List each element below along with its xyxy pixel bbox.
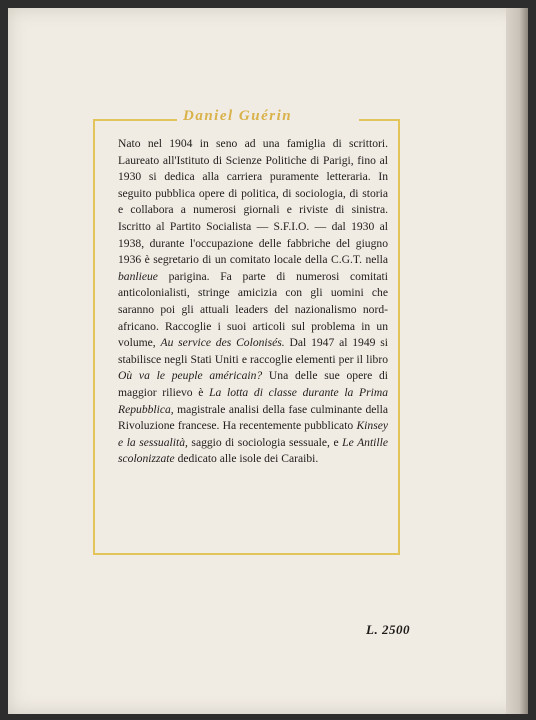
bio-text-segment: magistrale analisi della fase culminante della Rivoluzione francese. Ha recentemente pubblicato — [118, 402, 391, 433]
bio-text-segment: dedicato alle isole dei Caraibi. — [174, 452, 319, 466]
bio-italic-title: Kinsey e la sessualità, — [118, 419, 388, 449]
bio-text-segment: saggio di sociologia sessuale, e — [187, 435, 343, 449]
bio-text-segment: Una delle sue opere di maggior rilievo è — [118, 369, 391, 399]
bio-italic-title: Où va le peuple américain? — [118, 369, 263, 383]
cover-edge-shadow — [506, 8, 528, 714]
price-label: L. 2500 — [366, 622, 410, 637]
bio-italic-title: banlieue — [118, 269, 158, 283]
bio-italic-title: La lotta di classe durante la Prima Repubblica, — [118, 385, 389, 416]
bio-italic-title: Au service des Colonisés. — [160, 336, 285, 350]
bio-italic-title: Le Antille scolonizzate — [118, 435, 388, 466]
author-biography — [118, 136, 391, 468]
bio-text-segment: Nato nel 1904 in seno ad una famiglia di scrittori. Laureato all'Istituto di Scienze Politiche di Parigi, fino al 1930 si dedica alla carriera puramente letteraria. In seguito pubblica opere di politica, di sociologia, di storia e collabora a numerosi giornali e riviste di sinistra. Iscritto al Partito Socialista — S.F.I.O. — dal 1930 al 1938, durante l'occupazione delle fabbriche del giugno 1936 è segretario di un comitato locale della C.G.T. nella — [118, 137, 391, 267]
bio-text-segment: Dal 1947 al 1949 si stabilisce negli Stati Uniti e raccoglie elementi per il libro — [118, 336, 391, 366]
bio-text-segment: parigina. Fa parte di numerosi comitati anticolonialisti, stringe amicizia con gli uomini che saranno poi gli attuali leaders del nazionalismo nord-africano. Raccoglie i suoi articoli sul problema in un volume, — [118, 269, 391, 350]
author-name: Daniel Guérin — [183, 108, 293, 124]
